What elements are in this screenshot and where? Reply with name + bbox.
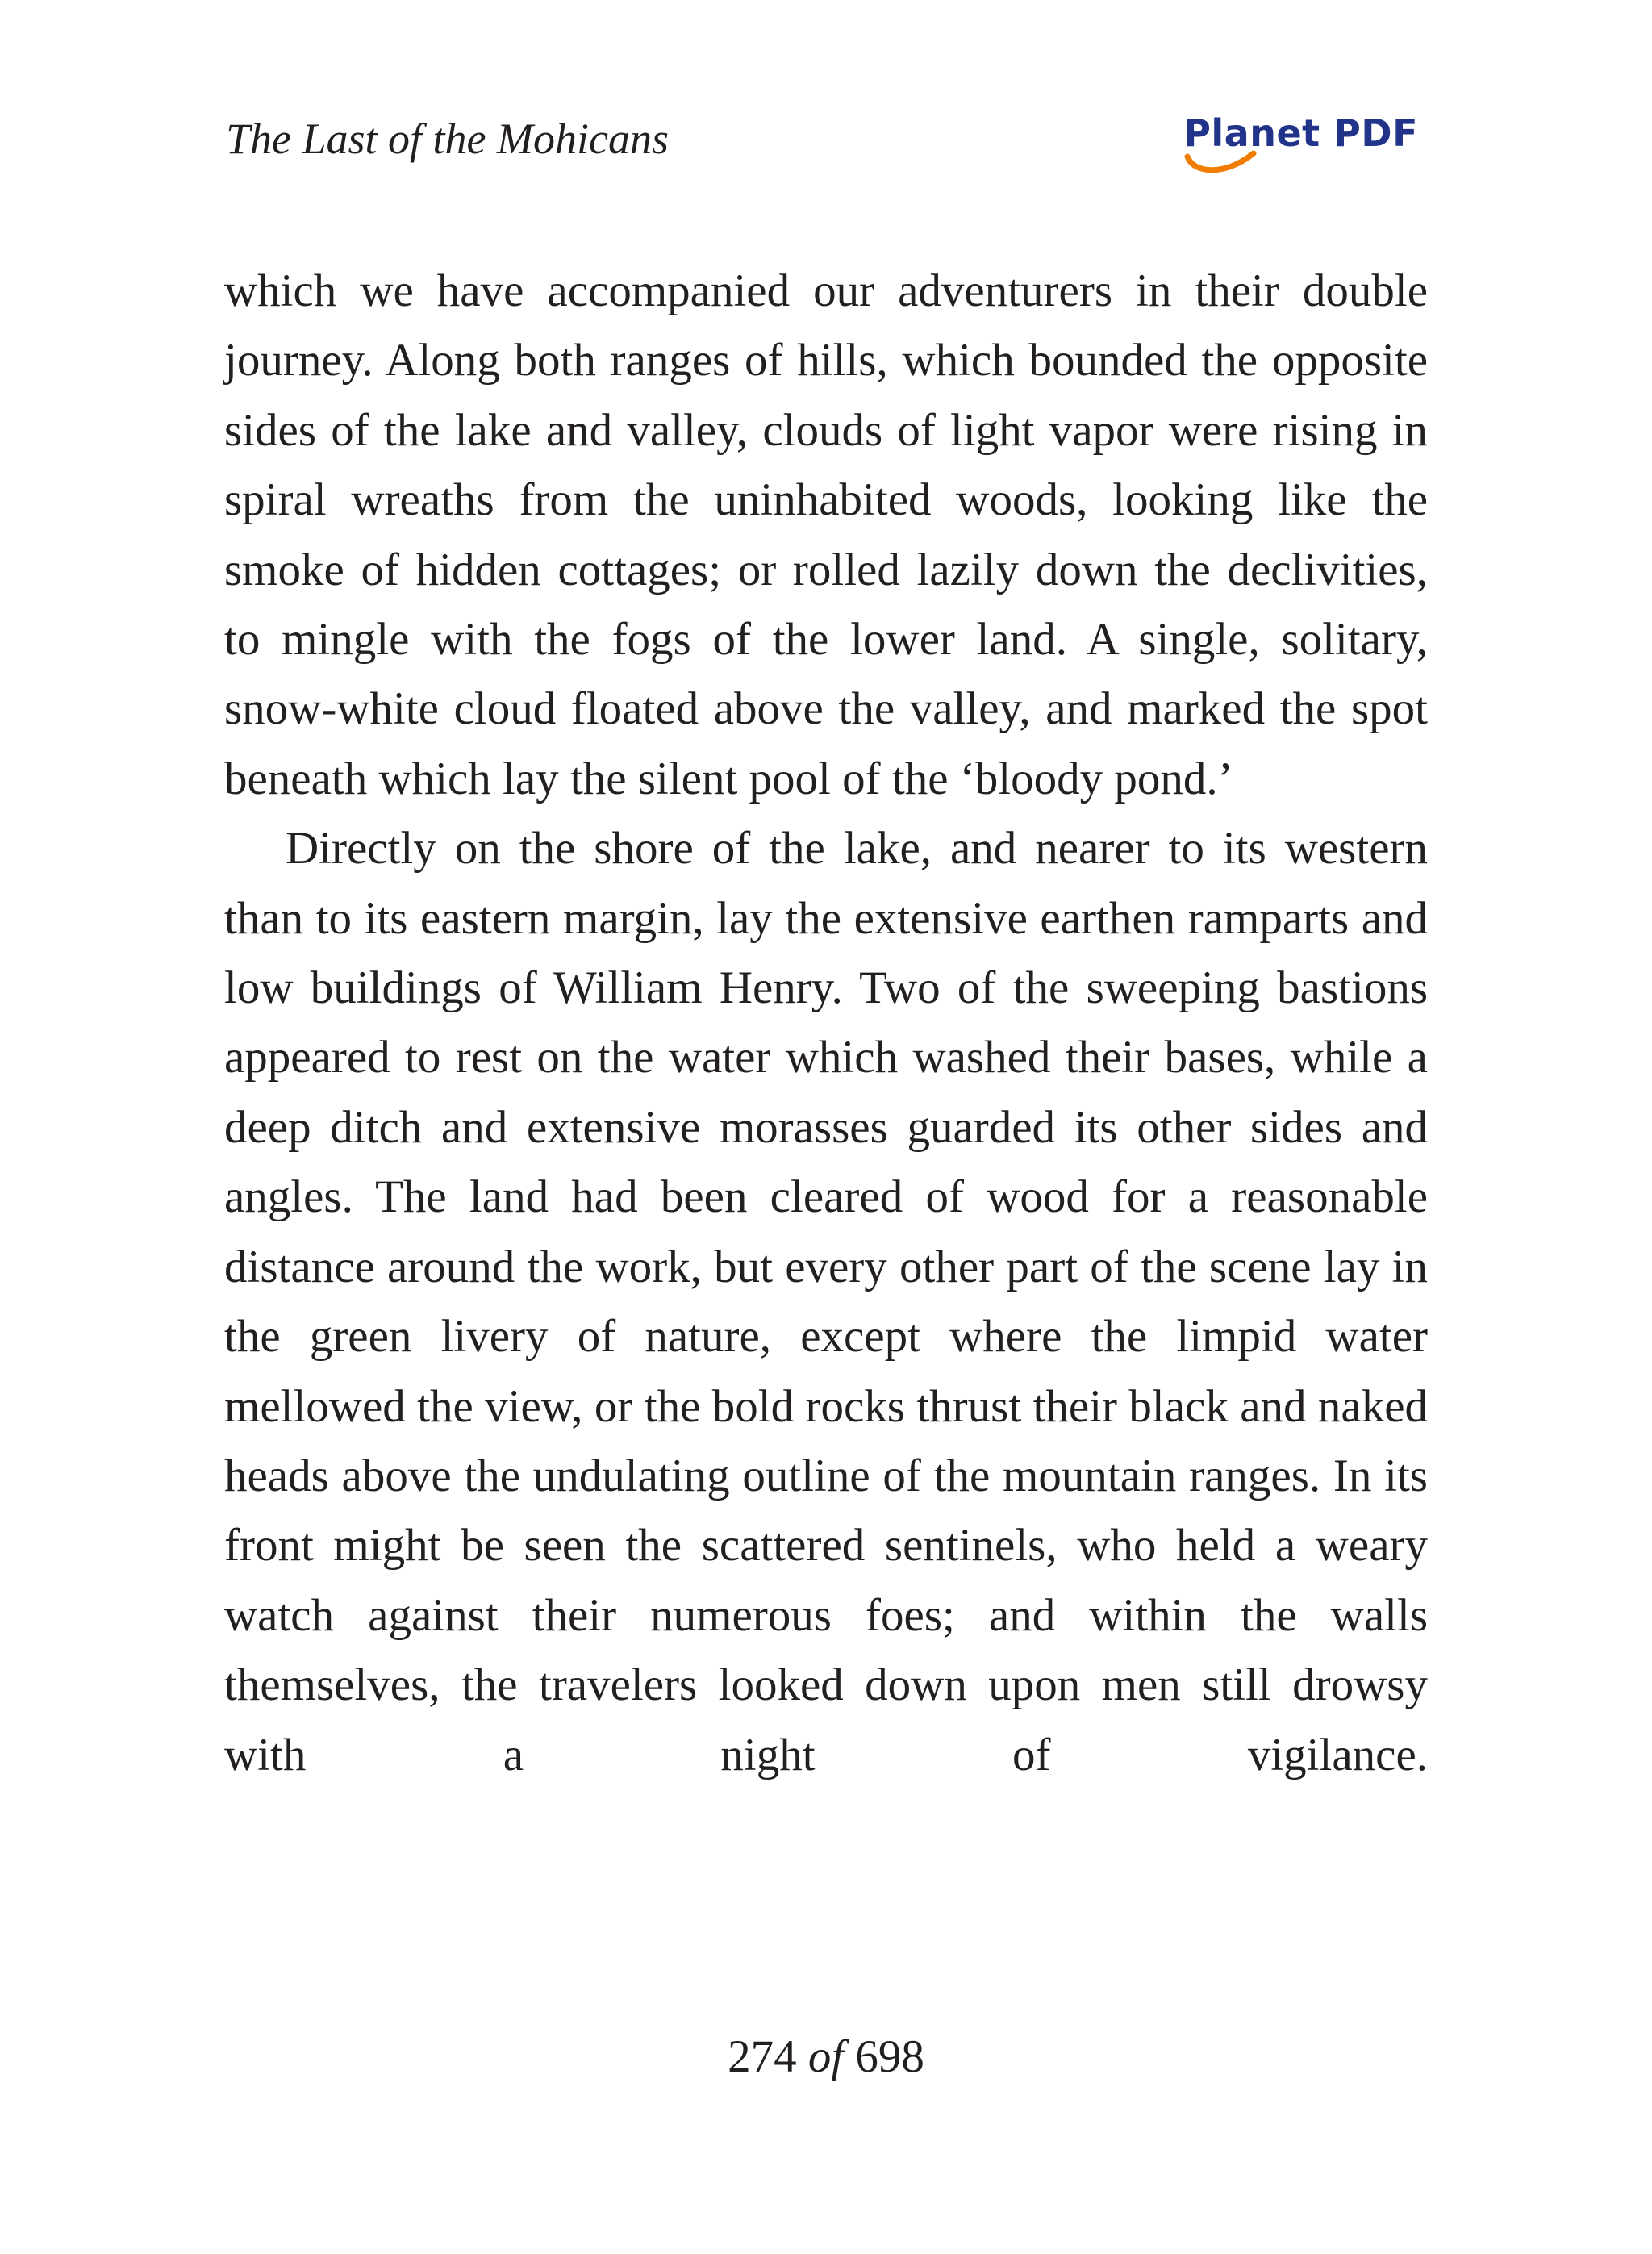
page-number: [0, 2021, 1652, 2093]
planet-pdf-logo: [1170, 103, 1428, 176]
paragraph-continued: which we have accompanied our adventurers in their double journey. Along both ranges of hills, which bounded the opposite sides of the lake and valley, clouds of light vapor were rising in spiral wreaths from the uninhabited woods, looking like the smoke of hidden cottages; or rolled lazily down the declivities, to mingle with the fogs of the lower land. A single, solitary, snow-white cloud floated above the valley, and marked the spot beneath which lay the silent pool of the ‘bloody pond.’: [224, 265, 1428, 804]
page-body: [224, 257, 1428, 1790]
of-label: of: [807, 2031, 845, 2082]
brand-name: Planet PDF: [1183, 111, 1418, 155]
book-title: The Last of the Mohicans: [226, 115, 669, 163]
page-header: [226, 103, 1428, 176]
paragraph: Directly on the shore of the lake, and nearer to its western than to its eastern margin, lay the extensive earthen ramparts and low buildings of William Henry. Two of the sweeping bastions appeared to rest on the water which washed their bases, while a deep ditch and extensive morasses guarded its other sides and angles. The land had been cleared of wood for a reasonable distance around the work, but every other part of the scene lay in the green livery of nature, except where the limpid water mellowed the view, or the bold rocks thrust their black and naked heads above the undulating outline of the mountain ranges. In its front might be seen the scattered sentinels, who held a weary watch against their numerous foes; and within the walls themselves, the travelers looked down upon men still drowsy with a night of vigilance.: [224, 823, 1428, 1780]
total-pages: 698: [855, 2031, 924, 2082]
current-page: 274: [728, 2031, 797, 2082]
